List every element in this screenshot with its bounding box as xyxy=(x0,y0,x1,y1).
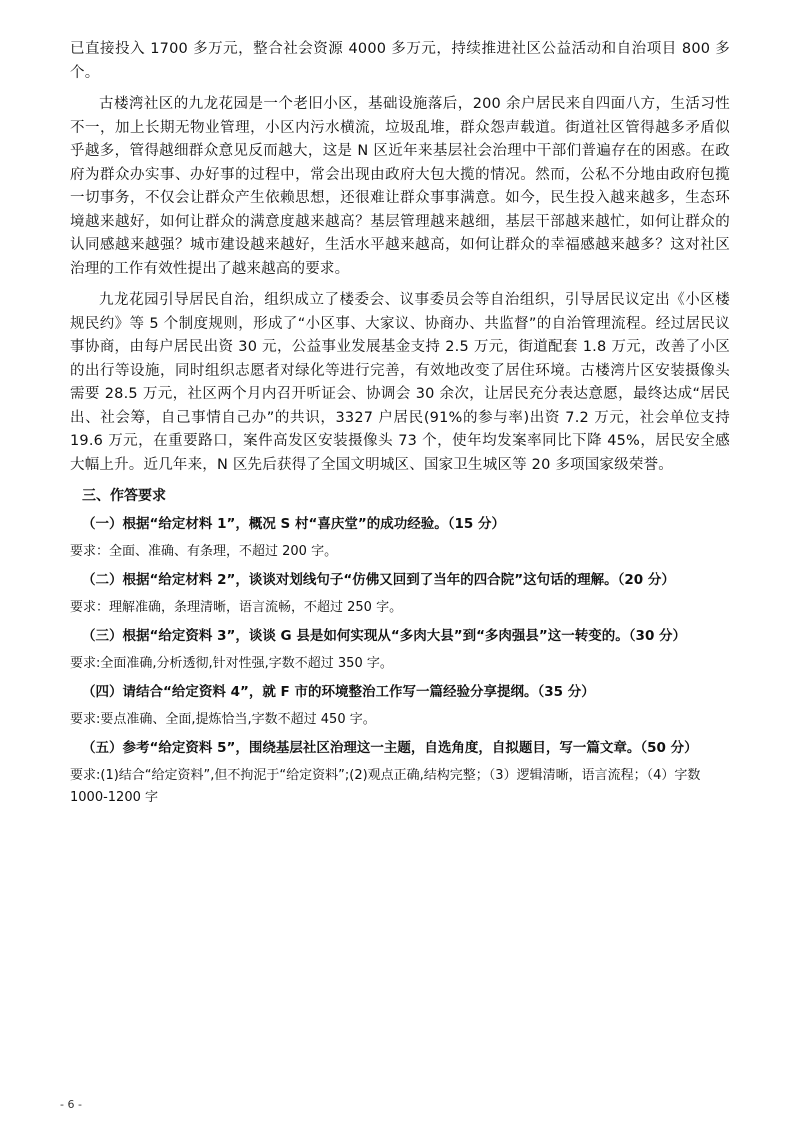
question-requirement: 要求：全面、准确、有条理，不超过 200 字。 xyxy=(70,544,338,559)
question-block-3 xyxy=(70,625,730,675)
question-block-1 xyxy=(70,513,730,563)
question-title: （一）根据“给定材料 1”，概况 S 村“喜庆堂”的成功经验。（15 分） xyxy=(82,516,505,532)
question-block-5 xyxy=(70,737,730,809)
paragraph-jiulong-selfgovernance: 九龙花园引导居民自治，组织成立了楼委会、议事委员会等自治组织，引导居民议定出《小区楼规民约》等 5 个制度规则，形成了“小区事、大家议、协商办、共监督”的自治管理流程。经过居民议事协商，由每户居民出资 30 元，公益事业发展基金支持 2.5 万元，街道配套 1.8 万元，改善了小区的出行等设施，同时组织志愿者对绿化等进行完善，有效地改变了居住环境。古楼湾片区安装摄像头需要 28.5 万元，社区两个月内召开听证会、协调会 30 余次，让居民充分表达意愿，最终达成“居民出、社会筹，自己事情自己办”的共识，3327 户居民(91%的参与率)出资 7.2 万元，社会单位支持 19.6 万元，在重要路口，案件高发区安装摄像头 73 个，使年均发案率同比下降 45%，居民安全感大幅上升。近几年来，N 区先后获得了全国文明城区、国家卫生城区等 20 多项国家级荣誉。 xyxy=(70,292,730,473)
paragraph-jiulong-background: 古楼湾社区的九龙花园是一个老旧小区，基础设施落后，200 余户居民来自四面八方，生活习性不一，加上长期无物业管理，小区内污水横流，垃圾乱堆，群众怨声载道。街道社区管得越多矛盾似乎越多，管得越细群众意见反而越大，这是 N 区近年来基层社会治理中干部们普遍存在的困惑。在政府为群众办实事、办好事的过程中，常会出现由政府大包大揽的情况。然而，公私不分地由政府包揽一切事务，不仅会让群众产生依赖思想，还很难让群众事事满意。如今，民生投入越来越多，生态环境越来越好，如何让群众的满意度越来越高？基层管理越来越细，基层干部越来越忙，如何让群众的认同感越来越强？城市建设越来越好，生活水平越来越高，如何让群众的幸福感越来越多？这对社区治理的工作有效性提出了越来越高的要求。 xyxy=(70,96,730,277)
question-block-2 xyxy=(70,569,730,619)
question-title: （三）根据“给定资料 3”，谈谈 G 县是如何实现从“多肉大县”到“多肉强县”这一转变的。（30 分） xyxy=(82,628,687,644)
section-heading: 三、作答要求 xyxy=(82,488,166,504)
paragraph-continuation: 已直接投入 1700 多万元，整合社会资源 4000 多万元，持续推进社区公益活动和自治项目 800 多个。 xyxy=(70,41,730,81)
question-title: （二）根据“给定材料 2”，谈谈对划线句子“仿佛又回到了当年的四合院”这句话的理解。（20 分） xyxy=(82,572,675,588)
document-page xyxy=(70,38,730,811)
question-requirement: 要求：理解准确，条理清晰，语言流畅，不超过 250 字。 xyxy=(70,600,403,615)
question-title: （四）请结合“给定资料 4”，就 F 市的环境整治工作写一篇经验分享提纲。（35 分） xyxy=(82,684,595,700)
question-title: （五）参考“给定资料 5”，围绕基层社区治理这一主题，自选角度，自拟题目，写一篇文章。（50 分） xyxy=(82,740,698,756)
question-requirement: 要求:(1)结合“给定资料”,但不拘泥于“给定资料”;(2)观点正确,结构完整；（3）逻辑清晰，语言流程；（4）字数 1000-1200 字 xyxy=(70,768,701,805)
question-requirement: 要求:要点准确、全面,提炼恰当,字数不超过 450 字。 xyxy=(70,712,376,727)
question-requirement: 要求:全面准确,分析透彻,针对性强,字数不超过 350 字。 xyxy=(70,656,393,671)
page-number: - 6 - xyxy=(60,1098,82,1111)
question-block-4 xyxy=(70,681,730,731)
